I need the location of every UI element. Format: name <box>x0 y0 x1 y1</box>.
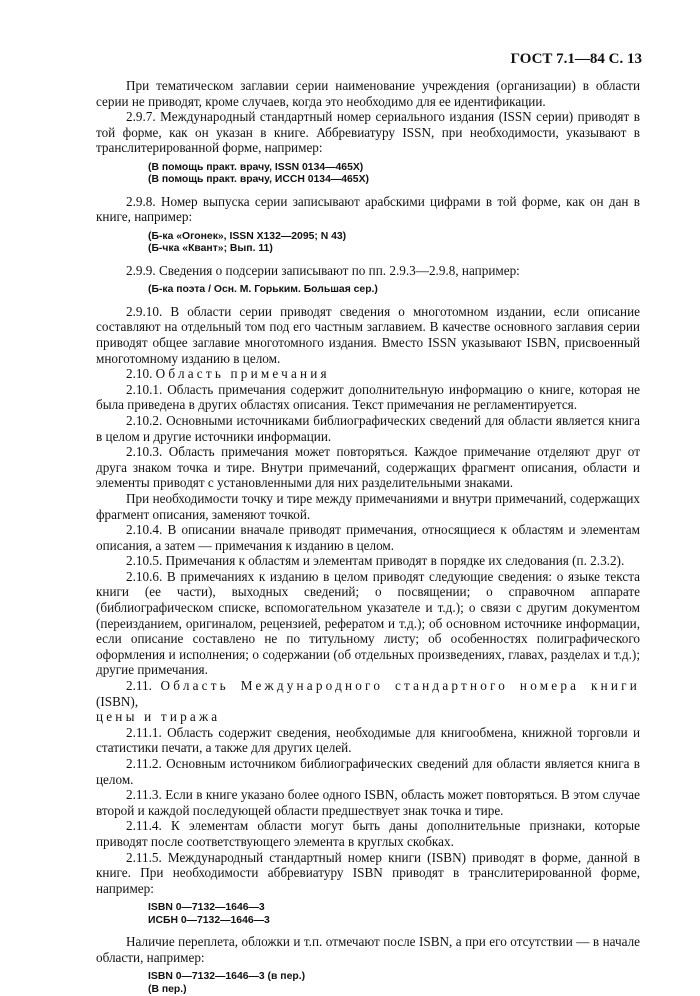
paragraph: При необходимости точку и тире между примечаниями и внутри примечаний, содержащих фрагмент описания, заменяют точкой. <box>96 490 640 522</box>
section-number: 2.10. <box>126 366 153 382</box>
paragraph-2-9-8: 2.9.8. Номер выпуска серии записывают арабскими цифрами в той форме, как он дан в книге, например: <box>96 193 640 225</box>
example-line: (Б-чка «Квант»; Вып. 11) <box>148 243 273 255</box>
example-line: ISBN 0—7132—1646—3 (в пер.) <box>148 971 306 983</box>
example-line: (В пер.) <box>148 983 187 995</box>
example-block <box>148 971 640 996</box>
paragraph-2-11-3: 2.11.3. Если в книге указано более одного ISBN, область может повторяться. В этом случае второй и каждой последующей области предшествует знак точка и тире. <box>96 787 640 818</box>
section-number: 2.11. <box>126 678 152 694</box>
section-title-line2: цены и тиража <box>96 709 221 725</box>
paragraph-2-11-4: 2.11.4. К элементам области могут быть даны дополнительные признаки, которые приводят после соответствующего элемента в круглых скобках. <box>96 818 640 849</box>
paragraph-2-11-2: 2.11.2. Основным источником библиографических сведений для области является книга в целом. <box>96 756 640 787</box>
paragraph-2-10-4: 2.10.4. В описании вначале приводят примечания, относящиеся к областям и элементам описания, а затем — примечания к изданию в целом. <box>96 522 640 553</box>
example-line: (Б-ка «Огонек», ISSN X132—2095; N 43) <box>148 230 347 242</box>
page-body <box>96 78 640 996</box>
paragraph: При тематическом заглавии серии наименование учреждения (организации) в области серии не приводят, кроме случаев, когда это необходимо для ее идентификации. <box>96 78 640 109</box>
paragraph-2-10-3: 2.10.3. Область примечания может повторяться. Каждое примечание отделяют друг от друга знаком точка и тире. Внутри примечаний, содержащих фрагмент описания, области и элементы приводят с установленными для них разделительными знаками. <box>96 444 640 491</box>
section-heading-2-11 <box>96 678 640 725</box>
example-block <box>148 231 640 256</box>
paragraph-2-9-9: 2.9.9. Сведения о подсерии записывают по пп. 2.9.3—2.9.8, например: <box>126 262 520 278</box>
paragraph-2-10-2: 2.10.2. Основными источниками библиографических сведений для области является книга в целом и другие источники информации. <box>96 412 640 444</box>
paragraph-2-10-1: 2.10.1. Область примечания содержит дополнительную информацию о книге, которая не была приведена в других областях описания. Текст примечания не регламентируется. <box>96 381 640 413</box>
paragraph-2-9-7: 2.9.7. Международный стандартный номер сериального издания (ISSN серии) приводят в той форме, как он указан в книге. Аббревиатуру ISSN, при необходимости, указывают в транслитерированной форме, например: <box>96 109 640 156</box>
paragraph-2-11-5: 2.11.5. Международный стандартный номер книги (ISBN) приводят в форме, данной в книге. При необходимости аббревиатуру ISBN приводят в транслитерированной форме, например: <box>96 849 640 896</box>
example-block <box>148 162 640 187</box>
example-line: (В помощь практ. врачу, ISSN 0134—465X) <box>148 161 364 173</box>
example-block <box>148 902 640 927</box>
paragraph-2-10-5: 2.10.5. Примечания к областям и элементам приводят в порядке их следования (п. 2.3.2). <box>126 553 625 569</box>
section-title: Область Международного стандартного номера книги <box>160 678 641 694</box>
paragraph-2-9-10: 2.9.10. В области серии приводят сведения о многотомном издании, если описание составляют на отдельный том под его частным заглавием. В качестве основного заглавия серии приводят общее заглавие многотомного издания. Вместо ISSN указывают ISBN, присвоенный многотомному изданию в целом. <box>96 303 640 366</box>
example-line: (В помощь практ. врачу, ИССН 0134—465X) <box>148 174 369 186</box>
paragraph-2-11-1: 2.11.1. Область содержит сведения, необходимые для книгообмена, книжной торговли и статистики печати, а также для других целей. <box>96 724 640 756</box>
example-line: (Б-ка поэта / Осн. М. Горьким. Большая сер.) <box>148 284 378 296</box>
section-title: Область примечания <box>155 366 330 382</box>
running-title: ГОСТ 7.1—84 С. 13 <box>510 51 642 67</box>
example-block <box>148 284 640 296</box>
example-line: ISBN 0—7132—1646—3 <box>148 902 265 914</box>
section-heading-2-10 <box>96 366 640 382</box>
example-line: ИСБН 0—7132—1646—3 <box>148 914 270 926</box>
paragraph: Наличие переплета, обложки и т.п. отмечают после ISBN, а при его отсутствии — в начале области, например: <box>96 934 640 965</box>
section-title-tail: (ISBN), <box>96 693 139 709</box>
paragraph-2-10-6: 2.10.6. В примечаниях к изданию в целом приводят следующие сведения: о языке текста книги (ее части), выходных сведений; о посвящении; о справочном аппарате (библиографическом списке, вспомогательном указателе и т.д.); о связи с другим документом (переизданием, оригиналом, рецензией, рефератом и т.д.); об основном источнике информации, если описание составлено не по титульному листу; об особенностях полиграфического оформления и исполнения; о содержании (об отдельных произведениях, главах, разделах и т.д.); другие примечания. <box>96 568 640 678</box>
